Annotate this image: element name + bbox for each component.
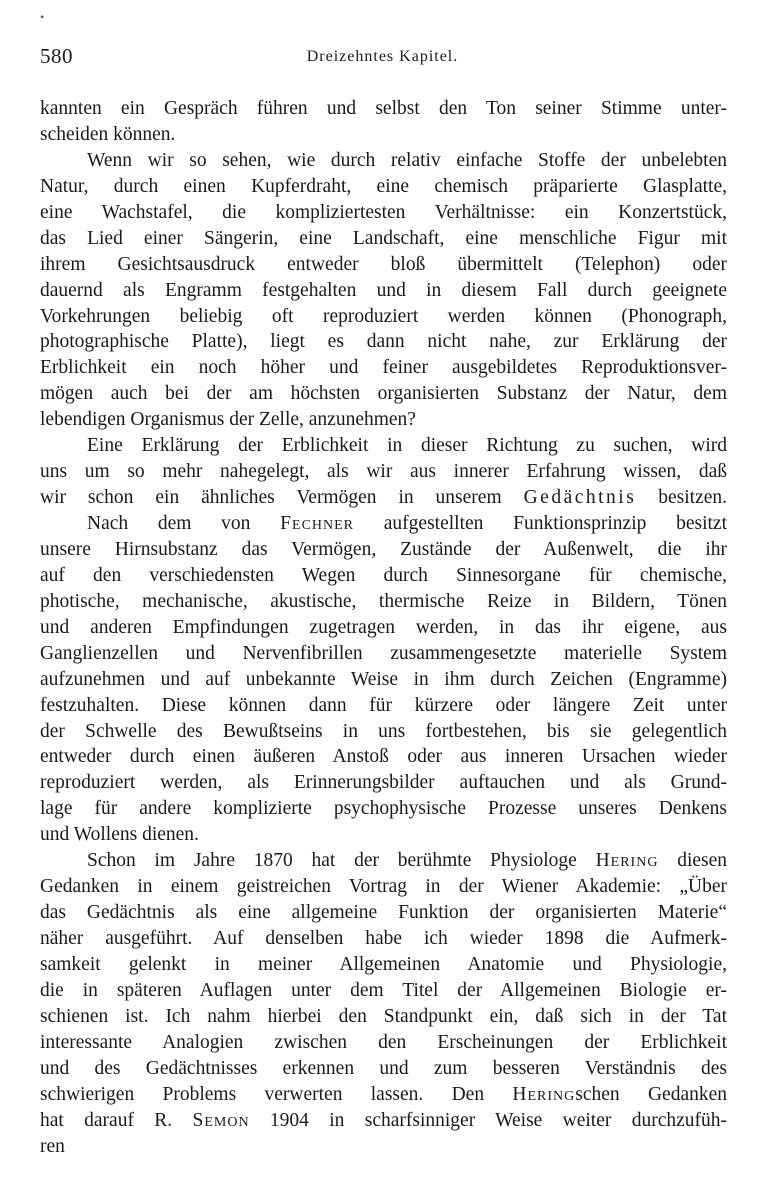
text-line: auf den verschiedensten Wegen durch Sinnesorgane für chemische, (40, 564, 727, 586)
text-line (40, 1082, 727, 1108)
text-line: photische, mechanische, akustische, thermische Reize in Bildern, Tönen (40, 590, 727, 612)
text-run: schwierigen Problems verwerten lassen. Den (40, 1083, 485, 1105)
text-line: dauernd als Engramm festgehalten und in diesem Fall durch geeignete (40, 279, 727, 301)
emphasized-word: Gedächtnis (523, 487, 637, 509)
text-line: reproduziert werden, als Erinnerungsbilder auftauchen und als Grund- (40, 772, 727, 794)
text-line: und des Gedächtnisses erkennen und zum besseren Verständnis des (40, 1057, 727, 1079)
text-line: das Gedächtnis als eine allgemeine Funktion der organisierten Materie“ (40, 902, 727, 924)
text-line: Vorkehrungen beliebig oft reproduziert werden können (Phonograph, (40, 305, 727, 327)
text-run: schen Gedanken (575, 1083, 727, 1105)
text-line (40, 485, 727, 511)
text-line (40, 848, 727, 874)
text-line: entweder durch einen äußeren Anstoß oder aus inneren Ursachen wieder (40, 746, 727, 768)
text-line: näher ausgeführt. Auf denselben habe ich wieder 1898 die Aufmerk- (40, 928, 727, 949)
text-line: uns um so mehr nahegelegt, als wir aus innerer Erfahrung wissen, daß (40, 461, 727, 483)
text-line: kannten ein Gespräch führen und selbst den Ton seiner Stimme unter- (40, 98, 727, 119)
text-line: ren (40, 1135, 65, 1157)
stray-ink-mark: • (40, 10, 45, 24)
text-run: Nach dem von (87, 513, 251, 534)
text-line: samkeit gelenkt in meiner Allgemeinen Anatomie und Physiologie, (40, 953, 727, 975)
text-line: und Wollens dienen. (40, 824, 199, 846)
text-run: besitzen. (636, 487, 727, 509)
text-line: scheiden können. (40, 123, 176, 145)
author-name: Fechner (280, 513, 355, 534)
body-text (40, 96, 727, 1159)
text-line (40, 1108, 727, 1134)
page-number: 580 (40, 44, 73, 68)
text-line: Natur, durch einen Kupferdraht, eine chemisch präparierte Glasplatte, (40, 175, 727, 197)
text-run: 1904 in scharfsinniger Weise weiter durchzufüh- (249, 1109, 727, 1131)
text-line: schienen ist. Ich nahm hierbei den Standpunkt ein, daß sich in der Tat (40, 1005, 727, 1027)
text-line: lebendigen Organismus der Zelle, anzunehmen? (40, 409, 416, 431)
text-run: Schon im Jahre 1870 hat der berühmte Physiologe (87, 850, 577, 872)
text-line: Gedanken in einem geistreichen Vortrag in der Wiener Akademie: „Über (40, 876, 727, 898)
text-line: der Schwelle des Bewußtseins in uns fortbestehen, bis sie gelegentlich (40, 720, 727, 742)
text-run: aufgestellten Funktionsprinzip besitzt (354, 513, 727, 534)
text-line: festzuhalten. Diese können dann für kürzere oder längere Zeit unter (40, 694, 727, 716)
text-line: aufzunehmen und auf unbekannte Weise in ihm durch Zeichen (Engramme) (40, 668, 727, 690)
text-line: Eine Erklärung der Erblichkeit in dieser Richtung zu suchen, wird (87, 435, 727, 457)
author-name: Hering (512, 1083, 576, 1105)
text-line: ihrem Gesichtsausdruck entweder bloß übermittelt (Telephon) oder (40, 253, 727, 275)
text-line: interessante Analogien zwischen den Erscheinungen der Erblichkeit (40, 1031, 727, 1053)
text-line: lage für andere komplizierte psychophysische Prozesse unseres Denkens (40, 798, 727, 820)
text-run: diesen (658, 850, 727, 872)
text-line: unsere Hirnsubstanz das Vermögen, Zustände der Außenwelt, die ihr (40, 538, 727, 560)
text-line: mögen auch bei der am höchsten organisierten Substanz der Natur, dem (40, 383, 727, 405)
text-line: Ganglienzellen und Nervenfibrillen zusammengesetzte materielle System (40, 642, 727, 664)
text-line: photographische Platte), liegt es dann nicht nahe, zur Erklärung der (40, 331, 727, 353)
text-line: das Lied einer Sängerin, eine Landschaft, eine menschliche Figur mit (40, 227, 727, 249)
text-line (40, 511, 727, 537)
text-run: wir schon ein ähnliches Vermögen in unserem (40, 487, 502, 509)
author-name: Semon (192, 1109, 250, 1131)
running-head: Dreizehntes Kapitel. (306, 48, 459, 65)
text-line: Wenn wir so sehen, wie durch relativ einfache Stoffe der unbelebten (87, 149, 727, 171)
text-line: und anderen Empfindungen zugetragen werden, in das ihr eigene, aus (40, 616, 727, 638)
text-line: Erblichkeit ein noch höher und feiner ausgebildetes Reproduktionsver- (40, 357, 727, 379)
author-name: Hering (595, 850, 659, 872)
text-run: hat darauf R. (40, 1109, 173, 1131)
text-line: die in späteren Auflagen unter dem Titel der Allgemeinen Biologie er- (40, 979, 727, 1001)
text-line: eine Wachstafel, die kompliziertesten Verhältnisse: ein Konzertstück, (40, 201, 727, 223)
